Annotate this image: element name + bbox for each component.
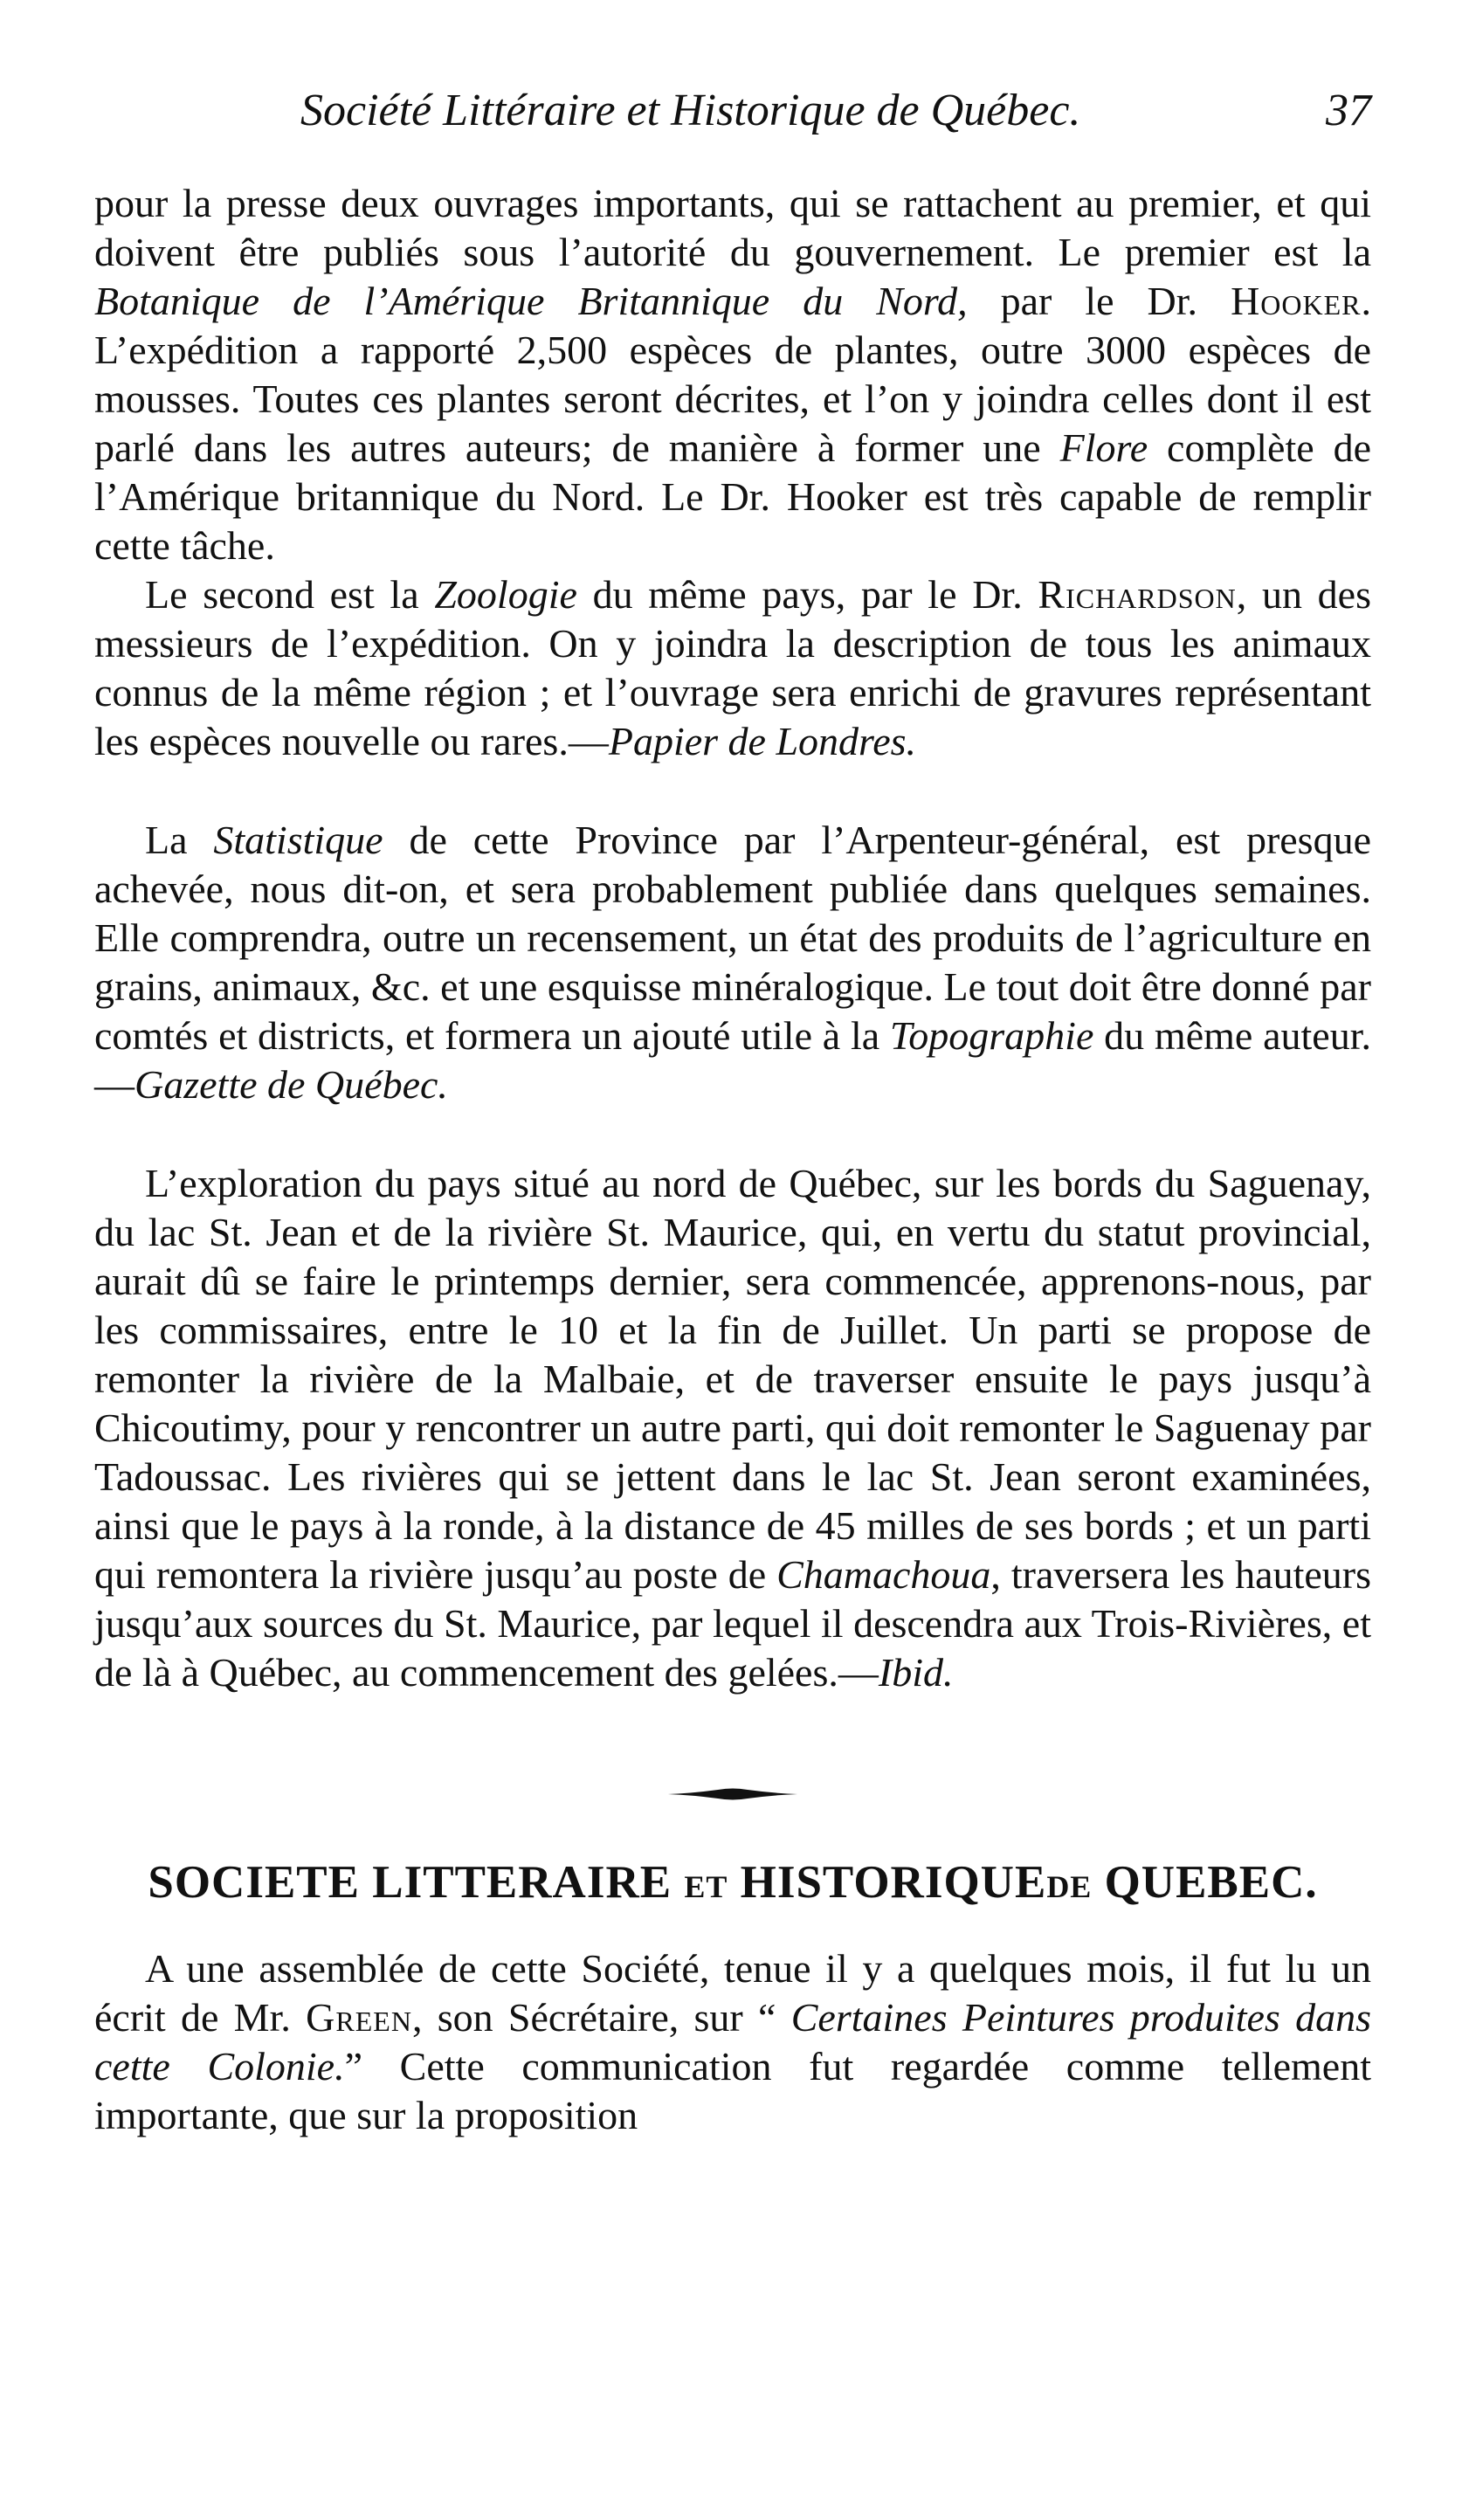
text-run: , un des messieurs de l’expédition. On y joindra la description de tous les animaux connus de la même région ; et l’ouvrage sera enrichi de gravures représentant les espèces nouvelle ou rares.— (94, 572, 1371, 763)
text-run: Hooker (1231, 279, 1362, 323)
text-run: Statistique (213, 818, 383, 862)
text-run: Le second est la (145, 572, 435, 617)
text-run: Ibid. (878, 1650, 954, 1695)
text-run: du même pays, par le Dr. (576, 572, 1038, 617)
text-run: Topographie (889, 1013, 1094, 1058)
body-text (94, 179, 1371, 2140)
text-run: de cette Province par l’Arpenteur-général, est presque achevée, nous dit-on, et sera probablement publiée dans quelques semaines. Elle comprendra, outre un recensement, un état des produits de l’agriculture en grains, animaux, &c. et une esquisse minéralogique. Le tout doit être donné par comtés et districts, et formera un ajouté utile à la (94, 818, 1372, 1058)
text-run: Green (306, 1995, 412, 2040)
text-run: Zoologie (434, 572, 577, 617)
text-run: Botanique de l’Amérique Britannique du Nord, (94, 279, 968, 323)
text-run: La (145, 818, 214, 862)
text-run: Gazette de Québec. (134, 1062, 448, 1107)
text-run: complète de l’Amérique britannique du Nord. Le Dr. Hooker est très capable de remplir cette tâche. (94, 425, 1371, 568)
ornamental-divider (667, 1781, 798, 1807)
section-heading-part-3: HISTORIQUE (740, 1857, 1047, 1908)
text-run: Flore (1059, 425, 1148, 470)
paragraph-zoologie (94, 570, 1371, 766)
text-run: A une assemblée de cette Société, tenue il y a quelques mois, il fut lu un écrit de Mr. (94, 1946, 1371, 2040)
text-run: Papier de Londres. (608, 719, 917, 763)
text-run: L’exploration du pays situé au nord de Québec, sur les bords du Saguenay, du lac St. Jean et de la rivière St. Maurice, qui, en vertu du statut provincial, aurait dû se faire le printemps dernier, sera commencée, apprenons-nous, par les commissaires, entre le 10 et la fin de Juillet. Un parti se propose de remonter la rivière de la Malbaie, et de traverser ensuite le pays jusqu’à Chicoutimy, pour y rencontrer un autre parti, qui doit remonter le Saguenay par Tadoussac. Les rivières qui se jettent dans le lac St. Jean seront examinées, ainsi que le pays à la ronde, à la distance de 45 milles de ses bords ; et un parti qui remontera la rivière jusqu’au poste de (94, 1161, 1371, 1597)
section-heading-part-1: SOCIETE LITTERAIRE (148, 1857, 672, 1908)
paragraph-botanique (94, 179, 1371, 570)
running-title: Société Littéraire et Historique de Québec. (300, 86, 1081, 135)
section-heading-part-4: DE (1046, 1869, 1093, 1904)
paragraph-society-meeting (94, 1944, 1371, 2140)
text-run: du même auteur.— (94, 1013, 1371, 1107)
page-number: 37 (1326, 86, 1371, 135)
section-heading-part-2: ET (684, 1869, 728, 1904)
paragraph-exploration (94, 1159, 1371, 1697)
text-run: Chamachoua (776, 1552, 991, 1597)
text-run: , traversera les hauteurs jusqu’aux sources du St. Maurice, par lequel il descendra aux Trois-Rivières, et de là à Québec, au commencement des gelées.— (94, 1552, 1371, 1695)
text-run: . L’expédition a rapporté 2,500 espèces de plantes, outre 3000 espèces de mousses. Toutes ces plantes seront décrites, et l’on y joindra celles dont il est parlé dans les autres auteurs; de manière à former une (94, 279, 1372, 470)
section-heading-part-5: QUEBEC. (1104, 1857, 1318, 1908)
text-run: ” Cette communication fut regardée comme tellement importante, que sur la proposition (94, 2044, 1371, 2137)
paragraph-statistique (94, 816, 1371, 1109)
text-run: Certaines Peintures produites dans cette Colonie. (94, 1995, 1372, 2088)
text-run: Richardson (1038, 572, 1237, 617)
text-run: pour la presse deux ouvrages importants, qui se rattachent au premier, et qui doivent être publiés sous l’autorité du gouvernement. Le premier est la (94, 181, 1371, 274)
text-run: par le Dr. (967, 279, 1231, 323)
section-heading (94, 1854, 1371, 1915)
text-run: , son Sécrétaire, sur “ (411, 1995, 791, 2040)
running-head (94, 80, 1371, 142)
